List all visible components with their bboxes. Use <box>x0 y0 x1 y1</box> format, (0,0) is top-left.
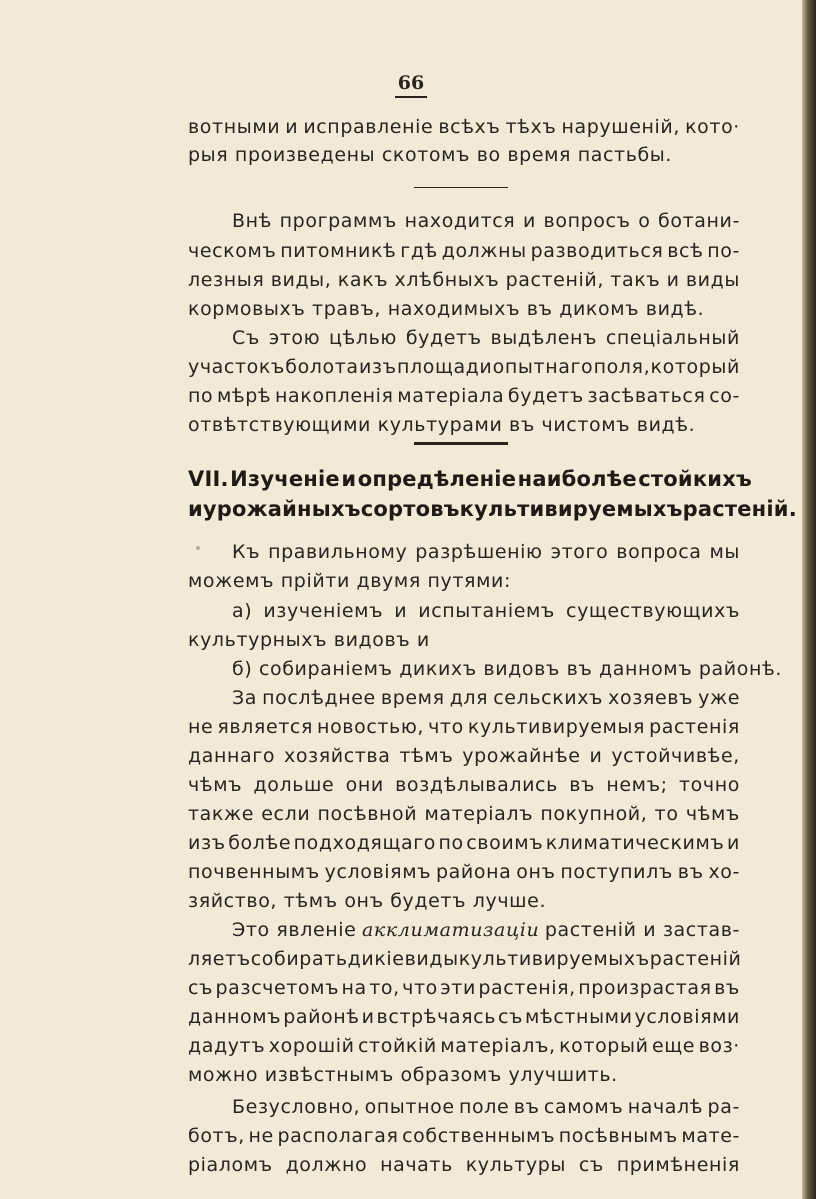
word: культивируемыхъ <box>458 948 650 970</box>
word: растенія <box>649 716 740 738</box>
word: время <box>380 687 445 709</box>
text-line <box>188 946 740 972</box>
word: растеній <box>649 948 742 970</box>
word: Внѣ <box>232 210 273 232</box>
word: испытаніемъ <box>418 600 555 622</box>
word: произрастая <box>578 977 712 999</box>
text-line <box>188 859 740 885</box>
word: своимъ <box>466 832 544 854</box>
word: самомъ <box>543 1096 624 1118</box>
word: исправленіе <box>303 116 434 138</box>
word: на <box>341 977 367 999</box>
section-heading <box>188 494 797 524</box>
word: мы <box>709 541 740 563</box>
word: растеній, <box>505 269 604 291</box>
word: правильному <box>268 541 408 563</box>
word: Безусловно, <box>232 1096 361 1118</box>
text-line <box>232 1094 740 1120</box>
word: чѣмъ <box>188 774 243 796</box>
word: опредѣленіе <box>357 467 517 491</box>
word: и <box>394 600 408 622</box>
text-line: можно извѣстнымъ образомъ улучшить. <box>188 1064 618 1086</box>
word: хлѣбныхъ <box>394 269 500 291</box>
text-line <box>188 975 740 1001</box>
word: кото· <box>685 116 740 138</box>
word: болота <box>285 356 359 378</box>
word: нарушеній, <box>561 116 681 138</box>
word: сельскихъ <box>493 687 604 709</box>
word: тѣмъ <box>399 745 454 767</box>
text-line <box>188 830 740 856</box>
word: подходящаго <box>293 832 437 854</box>
word: дадутъ <box>188 1035 266 1057</box>
word: Къ <box>232 541 261 563</box>
word: разсчетомъ <box>215 977 340 999</box>
word: въ <box>677 861 704 883</box>
word: выдѣленъ <box>490 327 598 349</box>
word: съ <box>188 977 214 999</box>
word: хорошій <box>268 1035 355 1057</box>
word: этого <box>550 541 609 563</box>
word: мѣрѣ <box>216 385 272 407</box>
word: растенія, <box>478 977 576 999</box>
text-line <box>188 1033 740 1059</box>
ink-speck <box>196 546 200 550</box>
word: будетъ <box>405 327 482 349</box>
word: со- <box>709 385 740 407</box>
word: участокъ <box>188 356 285 378</box>
word: изъ <box>188 832 226 854</box>
section-heading <box>188 464 752 494</box>
text-line <box>232 325 740 351</box>
text-line <box>188 114 740 140</box>
word: они <box>345 774 384 796</box>
word: поступилъ <box>560 861 673 883</box>
word: изученіемъ <box>263 600 384 622</box>
word: чѣмъ <box>685 803 740 825</box>
word: не <box>188 716 214 738</box>
word: который <box>559 1035 649 1057</box>
word: дикіе <box>347 948 405 970</box>
section-divider <box>414 187 508 188</box>
word: будетъ <box>507 385 584 407</box>
word: то, <box>369 977 400 999</box>
word: посѣвнымъ <box>558 1125 678 1147</box>
word: то <box>654 803 679 825</box>
word: собирать <box>250 948 348 970</box>
word: и <box>341 467 357 491</box>
text-line <box>188 267 740 293</box>
word: засѣваться <box>587 385 706 407</box>
word: районѣ <box>283 1006 360 1028</box>
list-item-a <box>232 598 740 624</box>
word: и <box>285 116 299 138</box>
word: урожайныхъ <box>202 497 361 521</box>
word: растеній. <box>682 497 797 521</box>
text-line <box>188 238 740 264</box>
text-line <box>188 743 740 769</box>
word: вопросъ <box>543 210 631 232</box>
word: уже <box>698 687 740 709</box>
word: и <box>188 497 203 521</box>
word: программъ <box>279 210 397 232</box>
word: если <box>261 803 311 825</box>
word: стойкій <box>358 1035 437 1057</box>
book-spine-shadow <box>802 0 816 1199</box>
word: и <box>589 745 603 767</box>
text-line: культурныхъ видовъ и <box>188 629 430 651</box>
word: точно <box>678 774 740 796</box>
word: мате- <box>681 1125 740 1147</box>
word: виды <box>404 948 459 970</box>
word: является <box>217 716 313 738</box>
word: послѣднее <box>262 687 376 709</box>
word: въ <box>714 977 740 999</box>
text-line: отвѣтствующими культурами въ чистомъ видѣ. <box>188 414 696 436</box>
word: ріаломъ <box>188 1154 273 1176</box>
word: разводиться <box>530 240 664 262</box>
page-number: 66 <box>0 72 816 98</box>
word: хозяйства <box>283 745 391 767</box>
word: За <box>232 687 258 709</box>
word: всѣхъ <box>438 116 501 138</box>
word: VII. <box>188 467 229 491</box>
word: виды, <box>270 269 332 291</box>
text-line <box>188 383 740 409</box>
word: лезныя <box>188 269 265 291</box>
word: этою <box>268 327 321 349</box>
text-line: кормовыхъ травъ, находимыхъ въ дикомъ видѣ. <box>188 298 705 320</box>
word: культивируемыя <box>467 716 646 738</box>
word: ботъ, <box>188 1125 245 1147</box>
word: какъ <box>337 269 389 291</box>
word: о <box>638 210 651 232</box>
word: культивируемыхъ <box>459 497 683 521</box>
word: поле <box>459 1096 510 1118</box>
word: новостью, <box>317 716 425 738</box>
word: наиболѣе <box>517 467 637 491</box>
word: питомникѣ <box>280 240 397 262</box>
word: для <box>449 687 489 709</box>
word: должно <box>285 1154 368 1176</box>
word: хозяевъ <box>608 687 694 709</box>
word: еще <box>652 1035 696 1057</box>
word: хо- <box>708 861 740 883</box>
word: воздѣлывались <box>395 774 558 796</box>
word: примѣненія <box>616 1154 740 1176</box>
word: который <box>650 356 740 378</box>
text-line <box>188 801 740 827</box>
word: въ <box>513 1096 540 1118</box>
word: должны <box>441 240 527 262</box>
text-line: зяйство, тѣмъ онъ будетъ лучше. <box>188 890 547 912</box>
word: съ <box>498 1006 524 1028</box>
italic-term: акклиматизаціи <box>361 919 540 941</box>
text-line <box>232 685 740 711</box>
text-line <box>232 539 740 565</box>
word: существующихъ <box>566 600 740 622</box>
word: виды <box>685 269 740 291</box>
word: вотными <box>188 116 281 138</box>
word: климатическимъ <box>545 832 725 854</box>
text-line <box>188 354 740 380</box>
word: началѣ <box>627 1096 704 1118</box>
word: опытное <box>364 1096 455 1118</box>
word: по- <box>707 240 740 262</box>
text-line <box>188 1123 740 1149</box>
word: встрѣчаясь <box>376 1006 497 1028</box>
word: опытнаго <box>492 356 594 378</box>
text-line: Это явленіе акклиматизаціи растеній и застав- <box>232 919 740 941</box>
word: посѣвной <box>317 803 418 825</box>
word: района <box>436 861 512 883</box>
word: условіямъ <box>324 861 432 883</box>
word: условіями <box>634 1006 740 1028</box>
word: матеріала <box>397 385 505 407</box>
word: воз· <box>698 1035 740 1057</box>
word: находится <box>404 210 516 232</box>
text-line: можемъ прійти двумя путями: <box>188 570 511 592</box>
word: сортовъ <box>360 497 460 521</box>
list-item-b: б) собираніемъ дикихъ видовъ въ данномъ районѣ. <box>232 658 782 680</box>
word: не <box>248 1125 274 1147</box>
text-line <box>188 1152 740 1178</box>
word: площади <box>396 356 493 378</box>
word: по <box>188 385 214 407</box>
word: и <box>726 832 740 854</box>
word: собственнымъ <box>402 1125 556 1147</box>
word: поля, <box>593 356 651 378</box>
word: цѣлью <box>328 327 398 349</box>
word: ботани- <box>658 210 740 232</box>
word: такъ <box>610 269 661 291</box>
text-line <box>188 1004 740 1030</box>
word: Съ <box>232 327 260 349</box>
word: по <box>438 832 464 854</box>
word: матеріалъ, <box>440 1035 556 1057</box>
text-line: рыя произведены скотомъ во время пастьбы. <box>188 144 673 166</box>
section-divider-bold <box>414 442 508 445</box>
word: и <box>666 269 680 291</box>
word: болѣе <box>228 832 292 854</box>
word: спеціальный <box>605 327 740 349</box>
word: стойкихъ <box>638 467 752 491</box>
word: почвеннымъ <box>188 861 320 883</box>
word: ра- <box>707 1096 740 1118</box>
word: Изученіе <box>230 467 340 491</box>
word: также <box>188 803 254 825</box>
text-line <box>232 208 740 234</box>
word: изъ <box>358 356 397 378</box>
text-line <box>188 772 740 798</box>
word: разрѣшенію <box>415 541 543 563</box>
word: урожайнѣе <box>462 745 581 767</box>
word: начать <box>380 1154 453 1176</box>
word: а) <box>232 600 253 622</box>
word: даннаго <box>188 745 276 767</box>
word: мѣстными <box>525 1006 633 1028</box>
word: эти <box>440 977 476 999</box>
word: и <box>361 1006 375 1028</box>
word: въ <box>569 774 596 796</box>
word: ляетъ <box>188 948 251 970</box>
word: съ <box>578 1154 604 1176</box>
text-line <box>188 714 740 740</box>
word: дольше <box>253 774 335 796</box>
word: и <box>522 210 536 232</box>
word: вопроса <box>616 541 702 563</box>
word: культуры <box>465 1154 566 1176</box>
word: данномъ <box>188 1006 282 1028</box>
word: располагая <box>277 1125 399 1147</box>
word: накопленія <box>275 385 394 407</box>
word: немъ; <box>606 774 668 796</box>
word: устойчивѣе, <box>611 745 740 767</box>
word: что <box>428 716 464 738</box>
word: покупной, <box>540 803 648 825</box>
word: ческомъ <box>188 240 277 262</box>
word: всѣ <box>667 240 704 262</box>
word: тѣхъ <box>505 116 557 138</box>
word: гдѣ <box>400 240 438 262</box>
word: онъ <box>516 861 556 883</box>
word: что <box>402 977 438 999</box>
word: матеріалъ <box>424 803 534 825</box>
